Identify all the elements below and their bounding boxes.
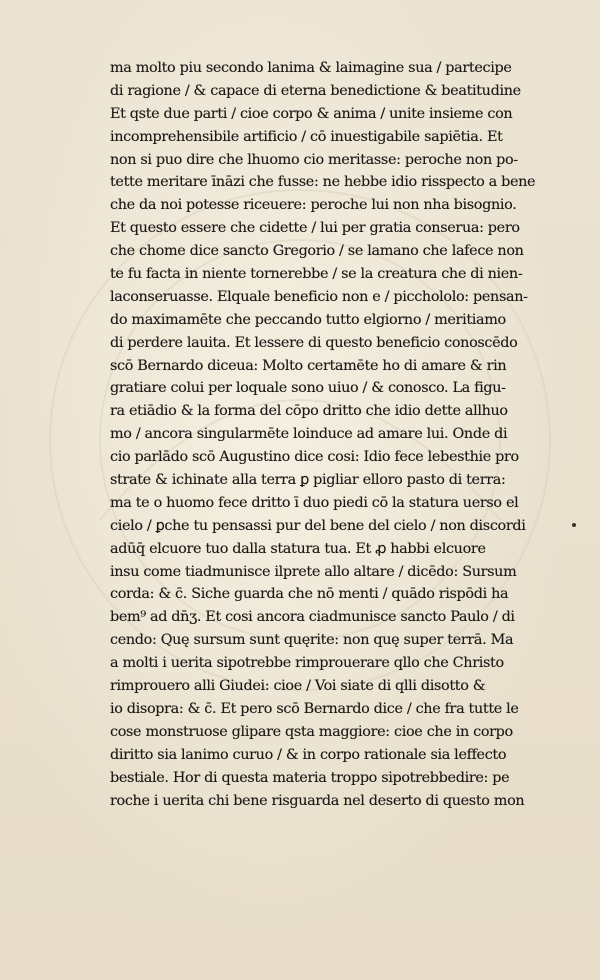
text-line-15: gratiare colui per loquale sono uiuo / & conosco. La figu- xyxy=(110,380,506,397)
text-line-10: te fu facta in niente tornerebbe / se la creatura che di nien- xyxy=(110,266,523,283)
text-line-17: mo / ancora singularmēte loinduce ad amare lui. Onde di xyxy=(110,426,508,443)
text-line-23: insu come tiadmunisce ilprete allo altare / dicēdo: Sursum xyxy=(110,563,517,580)
text-line-21: cielo / ꝑche tu pensassi pur del bene del cielo / non discordi xyxy=(110,517,526,534)
text-line-7: che da noi potesse riceuere: peroche lui non nha bisognio. xyxy=(110,197,517,214)
text-line-5: non si puo dire che lhuomo cio meritasse: peroche non po- xyxy=(110,151,518,168)
margin-ink-mark xyxy=(572,523,576,527)
text-line-3: Et qste due parti / cioe corpo & anima / unite insieme con xyxy=(110,105,513,122)
text-line-29: io disopra: & c̄. Et pero scō Bernardo dice / che fra tutte le xyxy=(110,700,519,717)
text-line-33: roche i uerita chi bene risguarda nel deserto di questo mon xyxy=(110,792,525,809)
text-line-28: rimprouero alli Giudei: cioe / Voi siate di qlli disotto & xyxy=(110,678,486,695)
text-line-26: cendo: Quę sursum sunt quęrite: non quę super terrā. Ma xyxy=(110,632,514,649)
text-line-18: cio parlādo scō Augustino dice cosi: Idio fece lebesthie pro xyxy=(110,449,519,466)
text-line-22: adūq̄ elcuore tuo dalla statura tua. Et ꝓ habbi elcuore xyxy=(110,540,486,557)
text-line-27: a molti i uerita sipotrebbe rimprouerare qllo che Christo xyxy=(110,655,504,672)
text-line-25: bem⁹ ad dn̄ʒ. Et cosi ancora ciadmunisce sancto Paulo / di xyxy=(110,609,515,626)
text-line-20: ma te o huomo fece dritto ī duo piedi cō la statura uerso el xyxy=(110,494,519,511)
text-line-24: corda: & c̄. Siche guarda che nō menti / quādo rispōdi ha xyxy=(110,586,509,603)
text-line-16: ra etiādio & la forma del cōpo dritto che idio dette allhuo xyxy=(110,403,508,420)
text-line-1: ma molto piu secondo lanima & laimagine sua / partecipe xyxy=(110,60,512,76)
text-line-13: di perdere lauita. Et lessere di questo beneficio conoscēdo xyxy=(110,334,518,351)
text-line-11: laconseruasse. Elquale beneficio non e / picchololo: pensan- xyxy=(110,288,528,305)
text-line-6: tette meritare īnāzi che fusse: ne hebbe idio risspecto a bene xyxy=(110,174,536,191)
text-line-2: di ragione / & capace di eterna benedictione & beatitudine xyxy=(110,82,521,99)
text-line-12: do maximamēte che peccando tutto elgiorno / meritiamo xyxy=(110,311,506,328)
text-line-31: diritto sia lanimo curuo / & in corpo rationale sia leffecto xyxy=(110,746,507,763)
text-line-9: che chome dice sancto Gregorio / se lamano che lafece non xyxy=(110,243,524,260)
text-line-32: bestiale. Hor di questa materia troppo sipotrebbedire: pe xyxy=(110,769,510,786)
text-line-14: scō Bernardo diceua: Molto certamēte ho di amare & rin xyxy=(110,357,507,374)
text-line-30: cose monstruose glipare qsta maggiore: cioe che in corpo xyxy=(110,723,513,740)
text-line-4: incomprehensibile artificio / cō inuestigabile sapiētia. Et xyxy=(110,128,503,145)
printed-text-block xyxy=(110,57,550,812)
text-line-8: Et questo essere che cidette / lui per gratia conserua: pero xyxy=(110,220,520,237)
text-line-19: strate & ichinate alla terra ꝑ pigliar elloro pasto di terra: xyxy=(110,472,506,489)
